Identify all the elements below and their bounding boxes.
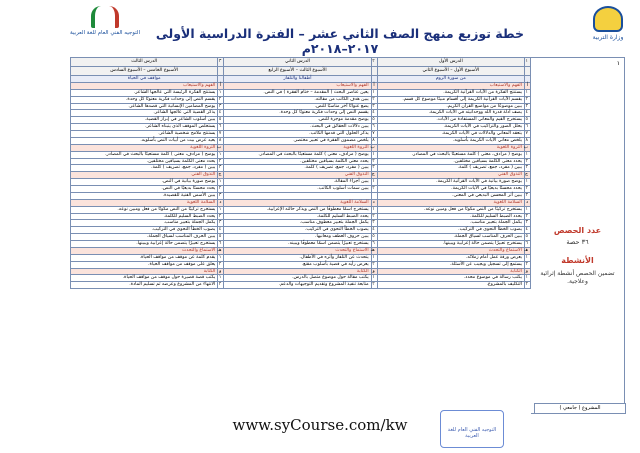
table-row [71,137,531,144]
table-row [71,206,531,213]
outcome-cell: يستمع إلى تسجيل ويجيب عن الأسئلة. [377,261,524,268]
item-number: ٣ [524,220,530,227]
weeks-spacer [524,67,530,76]
item-number: ٨ [524,137,530,144]
section-letter: ج [218,172,224,179]
item-number: ٥ [524,234,530,241]
outcome-cell: يصف أدلة قدرة الله ووحدانيته في الآيات الكريمة. [377,110,524,117]
table-row [71,241,531,248]
outcome-cell: يذكر الحلول التي قدمها الكاتب. [224,131,371,138]
item-number: ١ [218,89,224,96]
item-number: ٢ [524,282,530,289]
table-row [71,165,531,172]
outcome-cell: يستخرج تعبيرًا يتضمن حالة إعرابية ويبينها. [377,241,524,248]
item-number: ٤ [218,110,224,117]
section-header-row [71,268,531,275]
outcome-cell: يحدد الضبط السليم للكلمة. [71,213,218,220]
outcome-cell: يبين موضوعًا من مواضيع القرآن الكريم. [377,103,524,110]
outcome-cell: يضع عنوانًا آخر مناسبًا للنص. [224,103,371,110]
item-number: ٢ [371,282,377,289]
outcome-cell: يحدد الضبط السليم للكلمة. [377,213,524,220]
section-title: الثروة اللغوية [71,144,218,151]
table-row [71,124,531,131]
section-letter: هـ [218,247,224,254]
item-number: ٣ [218,192,224,199]
outcome-cell: يتعقد المعاني والدلالات في الآيات الكريمة. [377,131,524,138]
item-number: ٢ [524,186,530,193]
item-number: ١ [218,179,224,186]
outcome-cell: يبين أسلوب الشاعر في إبراز القضية. [71,117,218,124]
item-number: ٤ [218,227,224,234]
supervision-emblem-icon [91,6,119,28]
item-number: ٢ [218,96,224,103]
section-letter: أ [371,82,377,89]
outcome-cell: يبين ( مفرد، جمع، تصريف ) كلمة. [224,165,371,172]
section-letter: و [371,268,377,275]
outcome-cell: يتحدث عن التلفاز وأثره في الأطفال. [224,254,371,261]
website-link[interactable]: www.syCourse.com/kw [232,416,408,434]
item-number: ٢ [371,261,377,268]
outcome-cell: الانتهاء من المشروع وعرضه ثم تسليم المادة. [71,282,218,289]
outcome-cell: يقدم كلمة عن موقف من مواقف الحياة. [71,254,218,261]
outcome-cell: يبين هدف الكاتب من مقالته. [224,96,371,103]
outcome-cell: يقسم الآيات القرآنية الكريمة إلى أقسام مبينًا موضوع كل قسم. [377,96,524,103]
outcome-cell: يبين أثر المحسن البديعي في المعنى. [377,192,524,199]
item-number: ٢ [218,158,224,165]
project-label: المشروع ( جامعي ) [534,403,626,414]
table-row [71,151,531,158]
lesson-topic: مواقف في الحياة [71,76,218,83]
curriculum-table [70,57,531,289]
table-row [71,103,531,110]
item-number: ٣ [524,103,530,110]
outcome-cell: يستنتج ملامح شخصية الشاعر. [71,131,218,138]
outcome-cell: يكمل الجملة بتعبير مناسب. [377,220,524,227]
table-row [71,254,531,261]
table-row [71,282,531,289]
outcome-cell: متابعة تنفيذ المشروع وتقديم التوجيهات والدعم. [224,282,371,289]
item-number: ٨ [371,137,377,144]
table-row [71,158,531,165]
item-number: ٢ [524,158,530,165]
lesson-topic: من سورة الروم [377,76,524,83]
item-number: ١ [218,254,224,261]
item-number: ١ [524,151,530,158]
section-title: الفهم والاستيعاب [71,82,218,89]
outcome-cell: يستخرج القيم والمعاني المستفادة من الآيات. [377,117,524,124]
outcome-cell: يوضح صورة بيانية في الآيات القرآنية الكريمة. [377,179,524,186]
outcome-cell: يحدد الضبط السليم للكلمة. [224,213,371,220]
outcome-cell: يكمل الجملة بتعبير مناسب. [71,220,218,227]
section-header-row [71,144,531,151]
outcome-cell: يبين الحرف المناسب لسياق الجملة. [71,234,218,241]
item-number: ٥ [371,117,377,124]
outcome-cell: يوضح صورة بيانية في النص. [71,179,218,186]
item-number: ١ [524,275,530,282]
item-number: ٤ [524,110,530,117]
lesson-label: الدرس الأول [377,58,524,67]
outcome-cell: يوضح ( مرادف، معنى ) كلمة مستعينًا بالبحث في المصادر. [224,151,371,158]
outcome-cell: يبين دلالات الحقائق في البحث. [224,124,371,131]
item-number: ٣ [218,165,224,172]
item-number: ٢ [371,213,377,220]
section-letter: ب [524,144,530,151]
section-title: الكتابة [377,268,524,275]
outcome-cell: يبين أجزاء المقالة. [224,179,371,186]
supervision-logo [70,6,140,36]
lesson-number: ٣ [218,58,224,67]
table-row [71,192,531,199]
section-letter: ج [371,172,377,179]
topic-spacer [371,76,377,83]
table-row [71,89,531,96]
table-row [71,117,531,124]
outcome-cell: يستخرج تركيبًا من النص مكونًا من فعل ومبين نوعه. [377,206,524,213]
outcome-cell: يبين الأسس الفنية للقصيدة. [71,192,218,199]
outcome-cell: يحدد محسنًا بديعيًا في الآيات الكريمة. [377,186,524,193]
item-number: ١ [524,179,530,186]
outcome-cell: يبين الحرف المناسب لسياق الجملة. [377,234,524,241]
outcome-cell: يعلق على موقف من مواقف الحياة. [71,261,218,268]
table-row [71,275,531,282]
item-number: ١ [524,206,530,213]
outcome-cell: يعرض ورقة عمل أمام زملائه. [377,254,524,261]
item-number: ١ [524,254,530,261]
lesson-number: ١ [524,58,530,67]
section-title: الكتابة [71,268,218,275]
section-title: الفهم والاستيعاب [377,82,524,89]
section-header-row [71,199,531,206]
section-title: الاستماع والتحدث [224,247,371,254]
outcome-cell: يصوب الخطأ النحوي في التركيب. [71,227,218,234]
section-letter: د [524,199,530,206]
item-number: ١ [218,151,224,158]
outcome-cell: يعين عناصر البحث ( المقدمة – ختام الفقرة ) في النص. [224,89,371,96]
lesson-weeks: الأسبوع الثالث – الأسبوع الرابع [224,67,371,76]
outcome-cell: يستنتج الفكرة من الآيات القرآنية الكريمة. [377,89,524,96]
section-letter: ب [371,144,377,151]
table-row [71,96,531,103]
table-row [71,220,531,227]
item-number: ٦ [218,124,224,131]
outcome-cell: يحدد معنى الكلمة بسياقين مختلفين. [377,158,524,165]
outcome-cell: يعيد عرض بيت من أبيات النص بأسلوبه. [71,137,218,144]
outcome-cell: يكمل الجملة بتعبير معطوف مناسب. [224,220,371,227]
section-title: الكتابة [224,268,371,275]
item-number: ٦ [371,124,377,131]
section-header-row [71,172,531,179]
ministry-logo [584,6,632,41]
item-number: ١ [371,89,377,96]
page-header [0,0,640,58]
lesson-weeks: الأسبوع الخامس – الأسبوع السادس [71,67,218,76]
item-number: ٥ [218,234,224,241]
outcome-cell: يوضح ( مرادف، معنى ) كلمة مستعينًا بالبحث في المصادر. [71,151,218,158]
section-title: التذوق الفني [224,172,371,179]
outcome-cell: يستخلص الموقف الذي يتبناه الشاعر. [71,124,218,131]
outcome-cell: يستخرج تعبيرًا يتضمن حالة إعرابية ويبينها. [71,241,218,248]
outcome-cell: يستخرج اسمًا معطوفًا من النص ويذكر حالته الإعرابية. [224,206,371,213]
outcome-cell: يكتب رسالة في موضوع محدد. [377,275,524,282]
item-number: ٣ [218,220,224,227]
outcome-cell: يحدد معنى الكلمة بسياقين مختلفين. [71,158,218,165]
section-letter: ج [524,172,530,179]
item-number: ٤ [371,227,377,234]
section-title: الثروة اللغوية [224,144,371,151]
item-number: ٣ [371,165,377,172]
table-row [71,186,531,193]
ministry-logo-text: وزارة التربية [592,34,624,41]
outcome-cell: يلخص معاني الآيات الكريمة بأسلوبه. [377,137,524,144]
item-number: ٤ [371,110,377,117]
ministry-emblem-icon [593,6,623,32]
outcome-cell: يلخص مضمون الفقرة في تعبير مختصر. [224,137,371,144]
outcome-cell: يقسم النص إلى وحدات فكرية معنونًا كل وحدة. [71,96,218,103]
section-letter: د [371,199,377,206]
section-letter: و [524,268,530,275]
lesson-topic: أطفالنا والتلفاز [224,76,371,83]
outcome-cell: يقسم النص إلى وحدات فكرية معنونًا كل وحدة. [224,110,371,117]
item-number: ١ [218,275,224,282]
weeks-spacer [371,67,377,76]
section-letter: هـ [524,247,530,254]
item-number: ٥ [524,117,530,124]
item-number: ٣ [524,192,530,199]
outcome-cell: يستخرج تعبيرًا يتضمن اسمًا معطوفًا ويبينه. [224,241,371,248]
sessions-count: ٣٦ حصة [566,238,589,246]
outcome-cell: يصوب الخطأ النحوي في التركيب. [377,227,524,234]
outcome-cell: يوضح المضامين الإنسانية التي قصدها الشاعر. [71,103,218,110]
weeks-row [71,67,531,76]
lesson-weeks: الأسبوع الأول – الأسبوع الثاني [377,67,524,76]
item-number: ٢ [524,213,530,220]
section-title: التذوق الفني [377,172,524,179]
table-row [71,110,531,117]
item-number: ١ [218,206,224,213]
item-number: ٣ [524,165,530,172]
outcome-cell: يبين ( مفرد، جمع، تصريف ) كلمة. [377,165,524,172]
section-title: الفهم والاستيعاب [224,82,371,89]
outcome-cell: يبين حروف العطف ومعانيها. [224,234,371,241]
section-letter: ب [218,144,224,151]
section-letter: أ [524,82,530,89]
item-number: ٢ [371,96,377,103]
item-number: ٦ [371,241,377,248]
section-title: الثروة اللغوية [377,144,524,151]
outcome-cell: يستخرج تركيبًا من النص مكونًا من فعل ومبين نوعه. [71,206,218,213]
outcome-cell: يكتب قصة قصيرة حول موقف من مواقف الحياة. [71,275,218,282]
supervision-logo-text: التوجيه الفني العام للغة العربية [70,30,141,36]
activities-label: الأنشطة [561,256,594,265]
outcome-cell: يعرض رأيه في قضية بأسلوب مقنع. [224,261,371,268]
outcome-cell: يحدد محسنًا بديعيًا في النص. [71,186,218,193]
item-number: ١ [371,254,377,261]
section-title: السلامة اللغوية [377,199,524,206]
table-row [71,131,531,138]
item-number: ٢ [218,186,224,193]
item-number: ١ [371,151,377,158]
outcome-cell: يوضح مقدمة موجزة للنص. [224,117,371,124]
outcome-cell: يحدد معنى الكلمة بسياقين مختلفين. [224,158,371,165]
item-number: ٦ [218,241,224,248]
item-number: ٣ [371,103,377,110]
section-title: السلامة اللغوية [71,199,218,206]
outcome-cell: يذكر القضية التي عالجها الشاعر. [71,110,218,117]
item-number: ٢ [524,261,530,268]
outcome-cell: يصوب الخطأ النحوي في التركيب. [224,227,371,234]
item-number: ٧ [524,131,530,138]
item-number: ١ [371,275,377,282]
item-number: ٧ [218,131,224,138]
topic-spacer [524,76,530,83]
sessions-label: عدد الحصص [553,226,602,235]
item-number: ١ [371,179,377,186]
row-number: ١ [616,60,620,67]
item-number: ٨ [218,137,224,144]
outcome-cell: يكتب مقالة حول موضوع متصل بالدرس. [224,275,371,282]
table-row [71,227,531,234]
item-number: ٢ [218,282,224,289]
section-letter: هـ [371,247,377,254]
section-title: السلامة اللغوية [224,199,371,206]
item-number: ٢ [524,96,530,103]
item-number: ٤ [524,227,530,234]
activities-description: تضمين الحصص أنشطة إثرائية وعلاجية. [540,270,615,286]
table-row [71,213,531,220]
lesson-label: الدرس الثالث [71,58,218,67]
outcome-cell [224,192,371,199]
side-panel [531,57,625,414]
section-header-row [71,247,531,254]
section-title: الاستماع والتحدث [71,247,218,254]
table-row [71,261,531,268]
section-header-row [71,82,531,89]
item-number: ٢ [371,158,377,165]
weeks-spacer [218,67,224,76]
table-row [71,179,531,186]
item-number: ٥ [218,117,224,124]
lesson-header-row [71,58,531,67]
item-number: ٢ [218,213,224,220]
lesson-number: ٢ [371,58,377,67]
outcome-cell: يستنتج الفكرة الرئيسة التي عالجها الشاعر. [71,89,218,96]
section-title: التذوق الفني [71,172,218,179]
official-stamp [440,410,504,448]
item-number: ٦ [524,241,530,248]
page-title: خطة توزيع منهج الصف الثاني عشر – الفترة الدراسية الأولى ٢٠١٧–٢٠١٨م [155,26,525,56]
lesson-label: الدرس الثاني [224,58,371,67]
outcome-cell: يحلل الصور والتراكيب في الآيات الكريمة. [377,124,524,131]
outcome-cell: يبين ( مفرد، جمع، تصريف ) كلمة. [71,165,218,172]
item-number: ١ [371,206,377,213]
stamp-text: التوجيه الفني العام للغة العربية [447,427,497,439]
item-number: ٣ [218,103,224,110]
outcome-cell: التكليف بالمشروع. [377,282,524,289]
topic-row [71,76,531,83]
outcome-cell: يبين سمات أسلوب الكاتب. [224,186,371,193]
item-number: ٥ [371,234,377,241]
topic-spacer [218,76,224,83]
section-title: الاستماع والتحدث [377,247,524,254]
item-number: ٢ [371,186,377,193]
item-number: ٦ [524,124,530,131]
table-row [71,234,531,241]
section-letter: د [218,199,224,206]
outcome-cell: يوضح ( مرادف، معنى ) كلمة مستعينًا بالبحث في المصادر. [377,151,524,158]
item-number: ٣ [371,220,377,227]
item-number: ١ [524,89,530,96]
section-letter: أ [218,82,224,89]
item-number [371,192,377,199]
item-number: ٢ [218,261,224,268]
section-letter: و [218,268,224,275]
item-number: ٧ [371,131,377,138]
